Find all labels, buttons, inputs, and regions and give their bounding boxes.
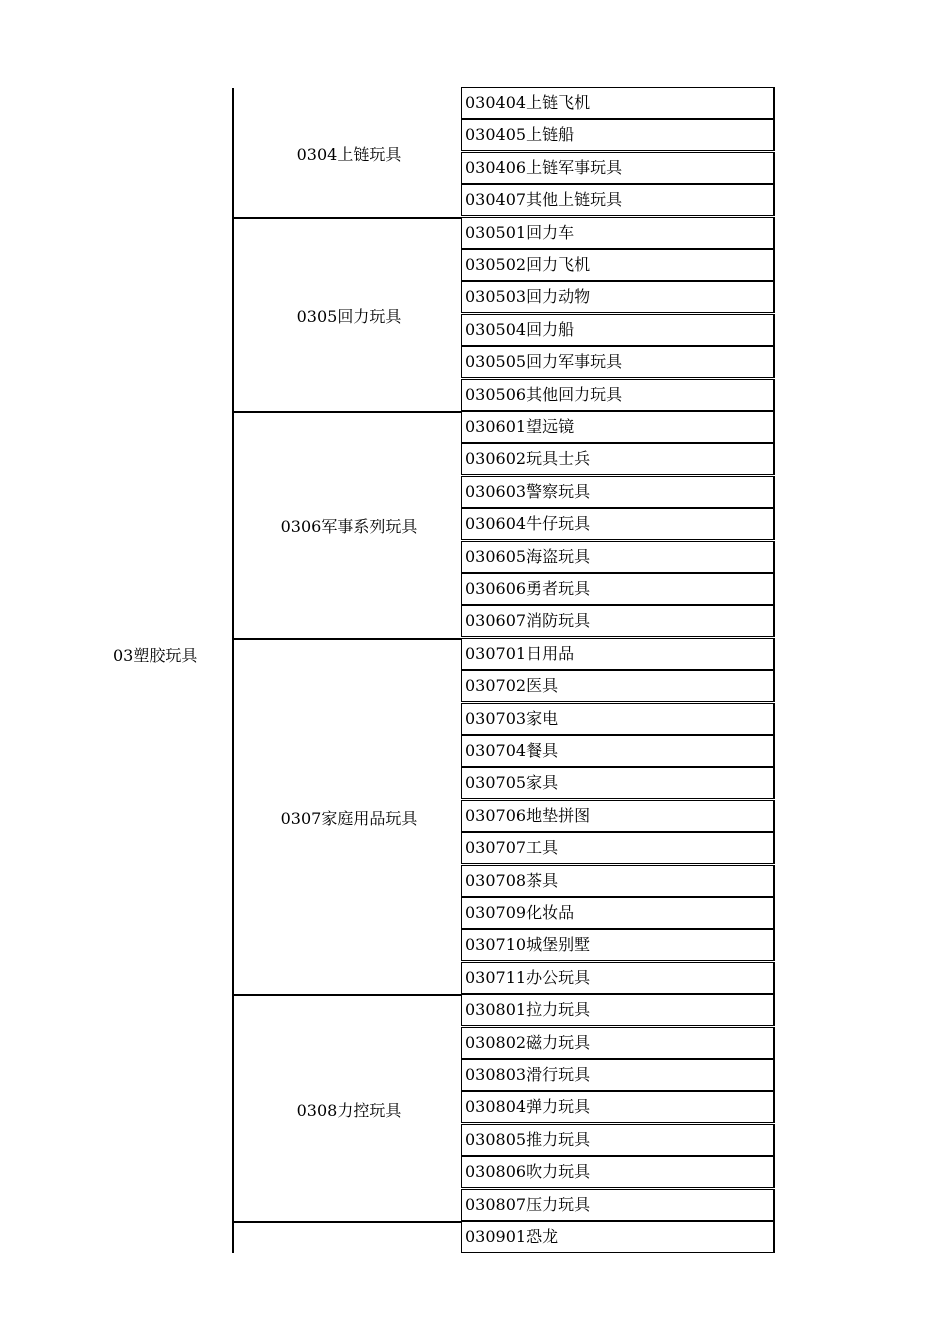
leaf-category-cell: 030503回力动物 <box>461 281 775 313</box>
group-divider <box>233 1221 462 1223</box>
group-divider <box>233 217 462 219</box>
subcategory-label: 0308力控玩具 <box>296 1101 402 1120</box>
subcategory-label: 0305回力玩具 <box>296 307 402 326</box>
leaf-category-cell: 030502回力飞机 <box>461 249 775 281</box>
leaf-category-cell: 030504回力船 <box>461 314 775 346</box>
leaf-category-cell: 030505回力军事玩具 <box>461 346 775 378</box>
leaf-category-cell: 030804弹力玩具 <box>461 1091 775 1123</box>
subcategory-label: 0304上链玩具 <box>296 145 402 164</box>
leaf-category-cell: 030710城堡别墅 <box>461 929 775 961</box>
leaf-category-cell: 030806吹力玩具 <box>461 1156 775 1188</box>
leaf-category-cell: 030601望远镜 <box>461 411 775 443</box>
subcategory-label: 0306军事系列玩具 <box>280 517 418 536</box>
leaf-category-cell: 030805推力玩具 <box>461 1124 775 1156</box>
leaf-category-cell: 030707工具 <box>461 832 775 864</box>
leaf-category-cell: 030405上链船 <box>461 119 775 151</box>
table-left-border <box>232 88 234 1253</box>
leaf-category-cell: 030407其他上链玩具 <box>461 184 775 216</box>
group-divider <box>233 638 462 640</box>
leaf-category-cell: 030606勇者玩具 <box>461 573 775 605</box>
leaf-category-cell: 030702医具 <box>461 670 775 702</box>
leaf-category-cell: 030801拉力玩具 <box>461 994 775 1026</box>
leaf-category-cell: 030506其他回力玩具 <box>461 379 775 411</box>
leaf-category-cell: 030703家电 <box>461 703 775 735</box>
leaf-category-cell: 030607消防玩具 <box>461 605 775 637</box>
leaf-category-cell: 030704餐具 <box>461 735 775 767</box>
leaf-category-cell: 030708茶具 <box>461 865 775 897</box>
leaf-category-cell: 030802磁力玩具 <box>461 1027 775 1059</box>
leaf-category-cell: 030709化妆品 <box>461 897 775 929</box>
leaf-category-cell: 030807压力玩具 <box>461 1189 775 1221</box>
leaf-category-cell: 030602玩具士兵 <box>461 443 775 475</box>
leaf-category-cell: 030603警察玩具 <box>461 476 775 508</box>
level1-category-label: 03塑胶玩具 <box>113 646 198 665</box>
leaf-category-cell: 030706地垫拼图 <box>461 800 775 832</box>
leaf-category-cell: 030604牛仔玩具 <box>461 508 775 540</box>
leaf-category-cell: 030406上链军事玩具 <box>461 152 775 184</box>
leaf-category-cell: 030705家具 <box>461 767 775 799</box>
leaf-category-cell: 030501回力车 <box>461 217 775 249</box>
leaf-category-cell: 030605海盗玩具 <box>461 541 775 573</box>
group-divider <box>233 411 462 413</box>
leaf-category-cell: 030901恐龙 <box>461 1221 775 1253</box>
leaf-category-cell: 030701日用品 <box>461 638 775 670</box>
leaf-category-cell: 030404上链飞机 <box>461 87 775 119</box>
leaf-category-cell: 030711办公玩具 <box>461 962 775 994</box>
group-divider <box>233 994 462 996</box>
subcategory-label: 0307家庭用品玩具 <box>280 809 418 828</box>
leaf-category-cell: 030803滑行玩具 <box>461 1059 775 1091</box>
